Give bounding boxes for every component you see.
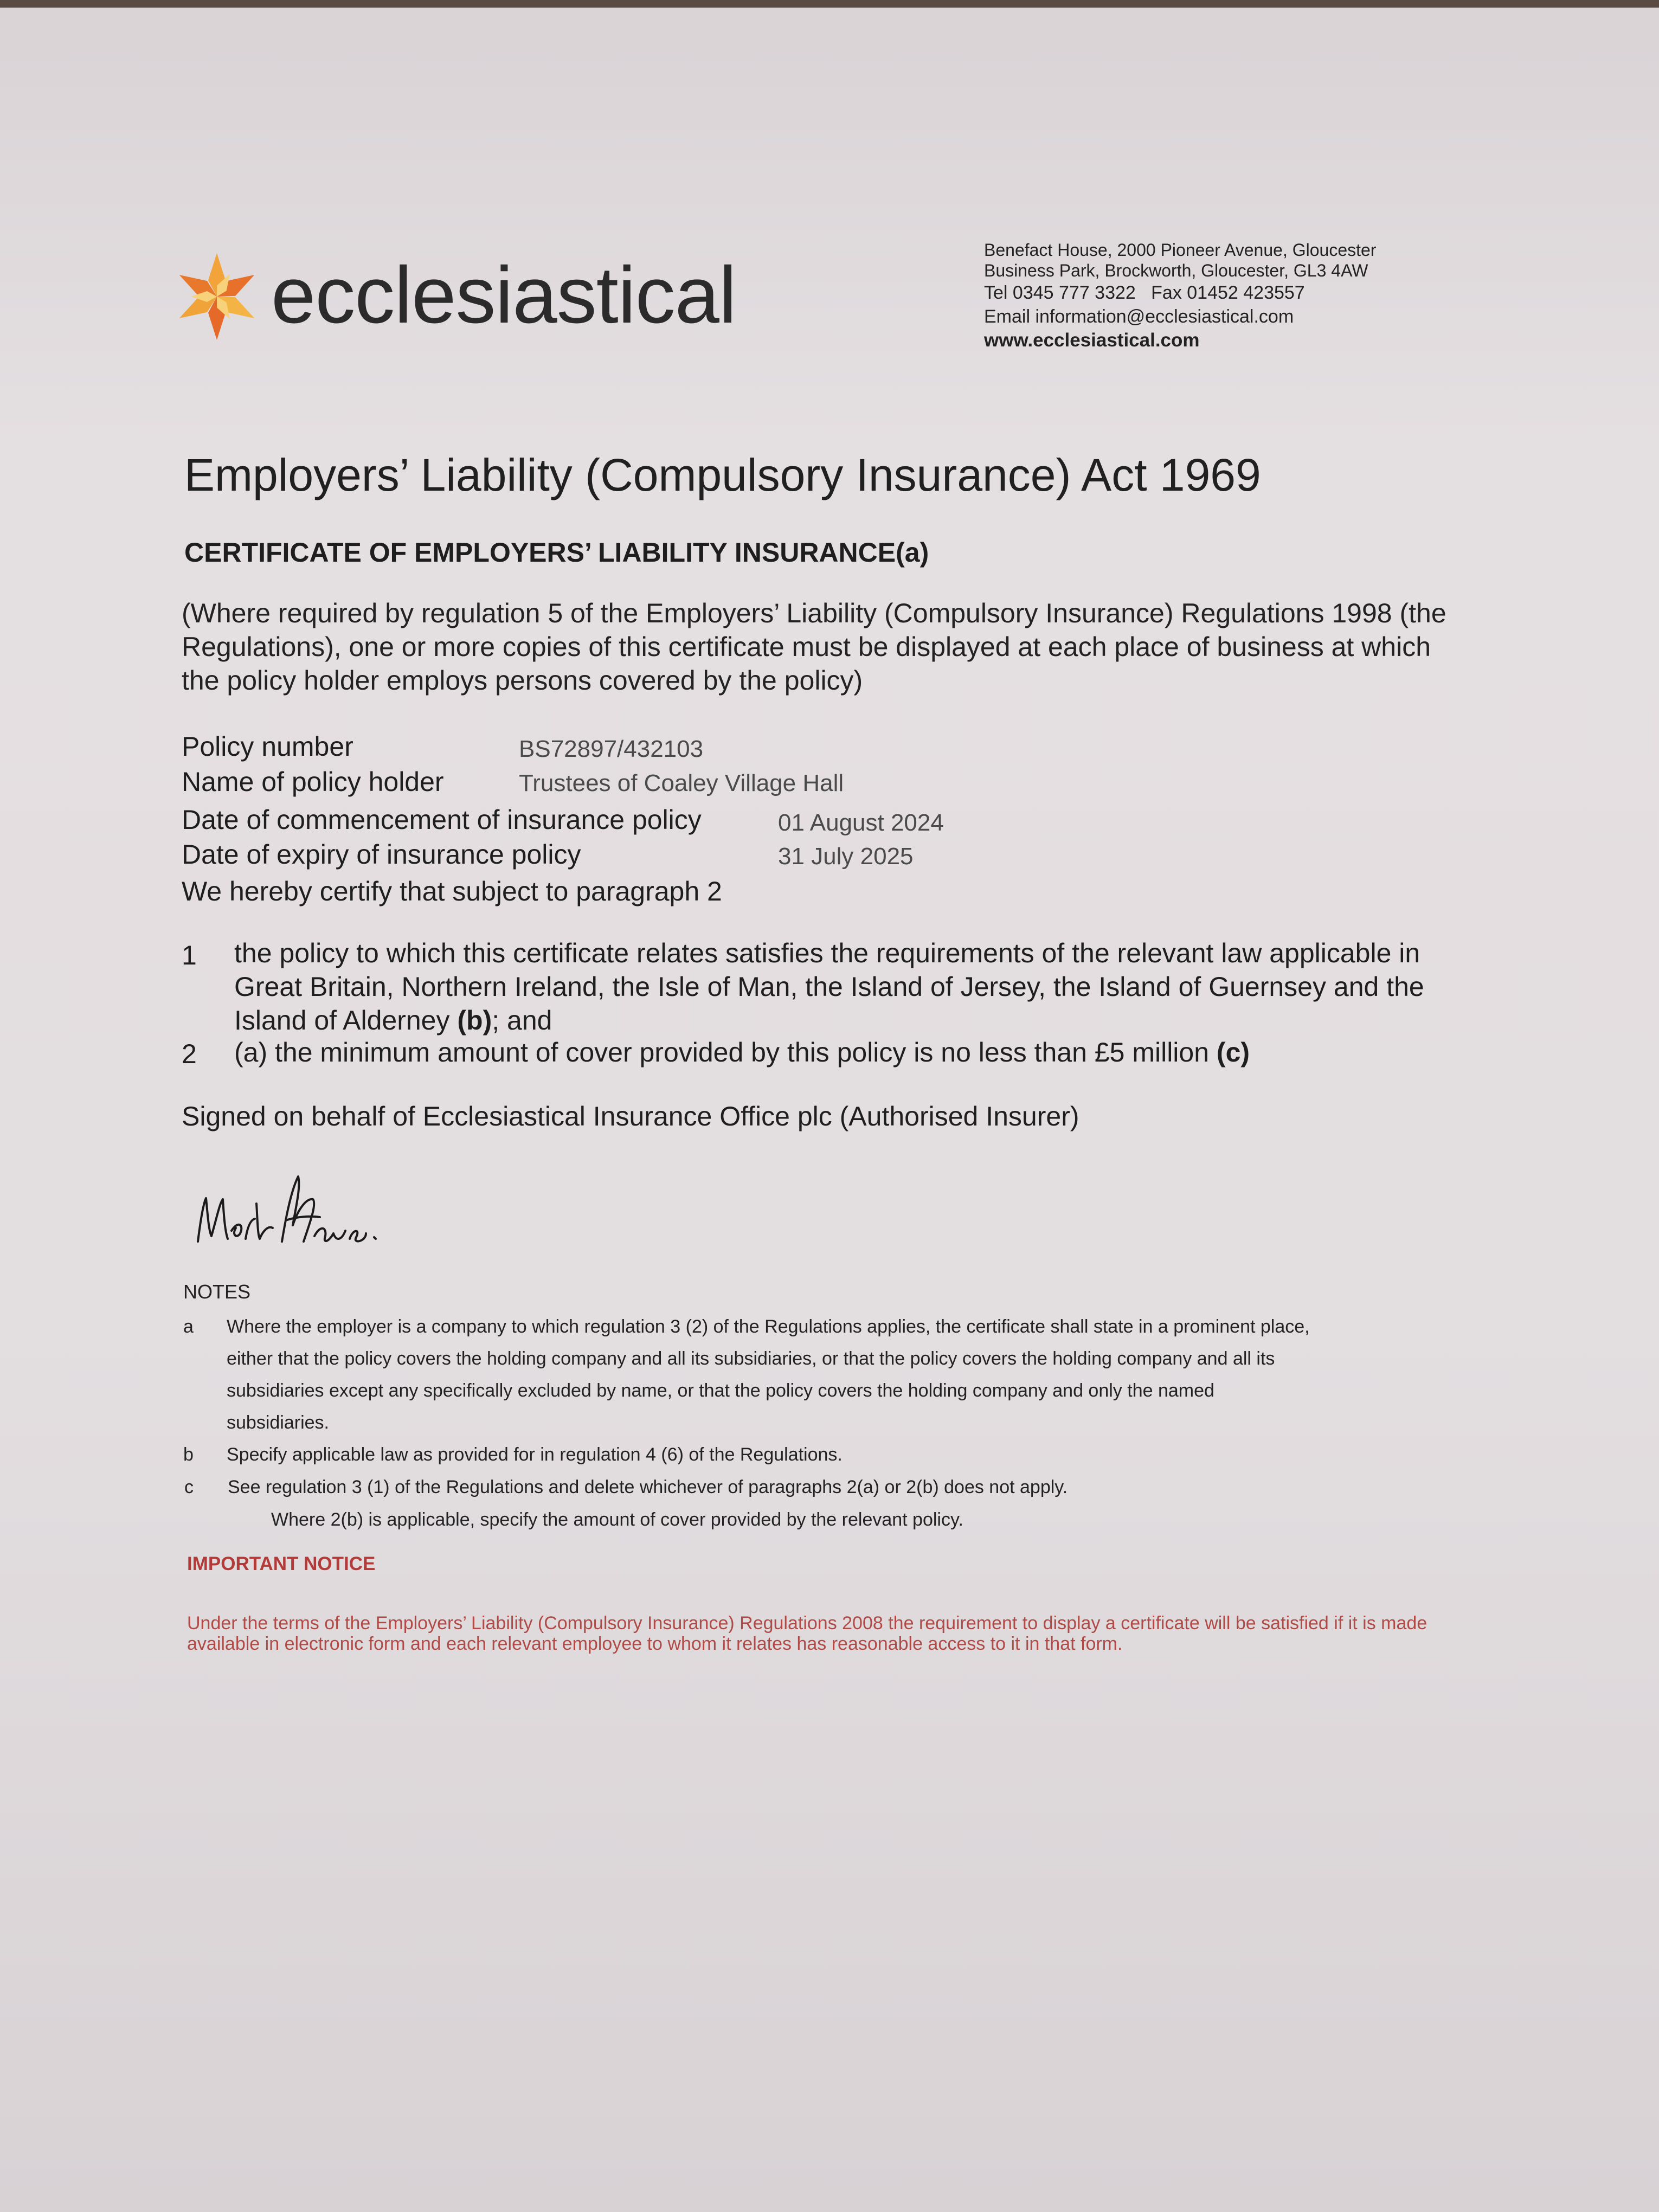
item-tail: ; and [492,1005,552,1036]
commencement-label: Date of commencement of insurance policy [182,805,702,835]
certify-statement: We hereby certify that subject to paragraph 2 [182,876,722,906]
company-address [984,240,1472,352]
expiry-label: Date of expiry of insurance policy [182,839,581,870]
email-address: Email information@ecclesiastical.com [984,306,1294,327]
note-a [227,1311,1310,1439]
address-line-2: Business Park, Brockworth, Gloucester, GL3 4AW [984,261,1368,280]
item-ref: (c) [1216,1037,1250,1068]
important-notice-heading: IMPORTANT NOTICE [187,1553,376,1574]
intro-paragraph: (Where required by regulation 5 of the Employers’ Liability (Compulsory Insurance) Regulations 1998 (the Regulations), one or more copies of this certificate must be displayed at each place of business at which the policy holder employs persons covered by the policy) [182,598,1446,696]
note-line: either that the policy covers the holding company and all its subsidiaries, or that the policy covers the holding company and all its [227,1348,1275,1369]
signature-image [187,1166,382,1274]
item-text [234,1036,1492,1069]
signed-on-behalf: Signed on behalf of Ecclesiastical Insurance Office plc (Authorised Insurer) [182,1101,1079,1131]
website-link[interactable]: www.ecclesiastical.com [984,330,1200,351]
notes-heading: NOTES [183,1281,251,1303]
policy-holder-label: Name of policy holder [182,767,444,797]
item-number: 1 [182,940,197,970]
ecclesiastical-logo [168,249,743,342]
note-b: Specify applicable law as provided for in regulation 4 (6) of the Regulations. [227,1444,843,1465]
item-number: 2 [182,1039,197,1069]
note-c: See regulation 3 (1) of the Regulations and delete whichever of paragraphs 2(a) or 2(b) does not apply. [228,1477,1068,1497]
note-line: subsidiaries except any specifically excluded by name, or that the policy covers the holding company and only the named [227,1380,1214,1401]
item-body: the policy to which this certificate relates satisfies the requirements of the relevant law applicable in Great Britain, Northern Ireland, the Isle of Man, the Island of Jersey, the Island of Guernsey and the Island of Alderney [234,938,1424,1036]
note-b-label: b [183,1444,194,1465]
policy-holder-value: Trustees of Coaley Village Hall [519,770,844,796]
important-notice-text: Under the terms of the Employers’ Liability (Compulsory Insurance) Regulations 2008 the requirement to display a certificate will be satisfied if it is made available in electronic form and each relevant employee to whom it relates has reasonable access to it in that form. [187,1613,1427,1654]
paper-edge [0,0,1659,8]
note-line: Where the employer is a company to which regulation 3 (2) of the Regulations applies, the certificate shall state in a prominent place, [227,1316,1310,1337]
note-c-continuation: Where 2(b) is applicable, specify the amount of cover provided by the relevant policy. [271,1509,963,1530]
phone-fax: Tel 0345 777 3322 Fax 01452 423557 [984,282,1305,303]
commencement-value: 01 August 2024 [778,809,944,836]
policy-number-label: Policy number [182,731,353,762]
note-line: subsidiaries. [227,1412,329,1433]
document-title: Employers’ Liability (Compulsory Insurance) Act 1969 [184,449,1261,500]
note-a-label: a [183,1316,194,1337]
star-logo-icon [168,252,266,342]
item-ref: (b) [457,1005,492,1036]
address-line-1: Benefact House, 2000 Pioneer Avenue, Gloucester [984,240,1377,260]
certificate-heading: CERTIFICATE OF EMPLOYERS’ LIABILITY INSURANCE(a) [184,537,929,568]
logo-wordmark: ecclesiastical [271,250,736,340]
policy-number-value: BS72897/432103 [519,736,704,762]
note-c-label: c [184,1477,194,1497]
expiry-value: 31 July 2025 [778,843,914,870]
item-text [234,936,1492,1037]
item-body: (a) the minimum amount of cover provided by this policy is no less than £5 million [234,1037,1217,1068]
